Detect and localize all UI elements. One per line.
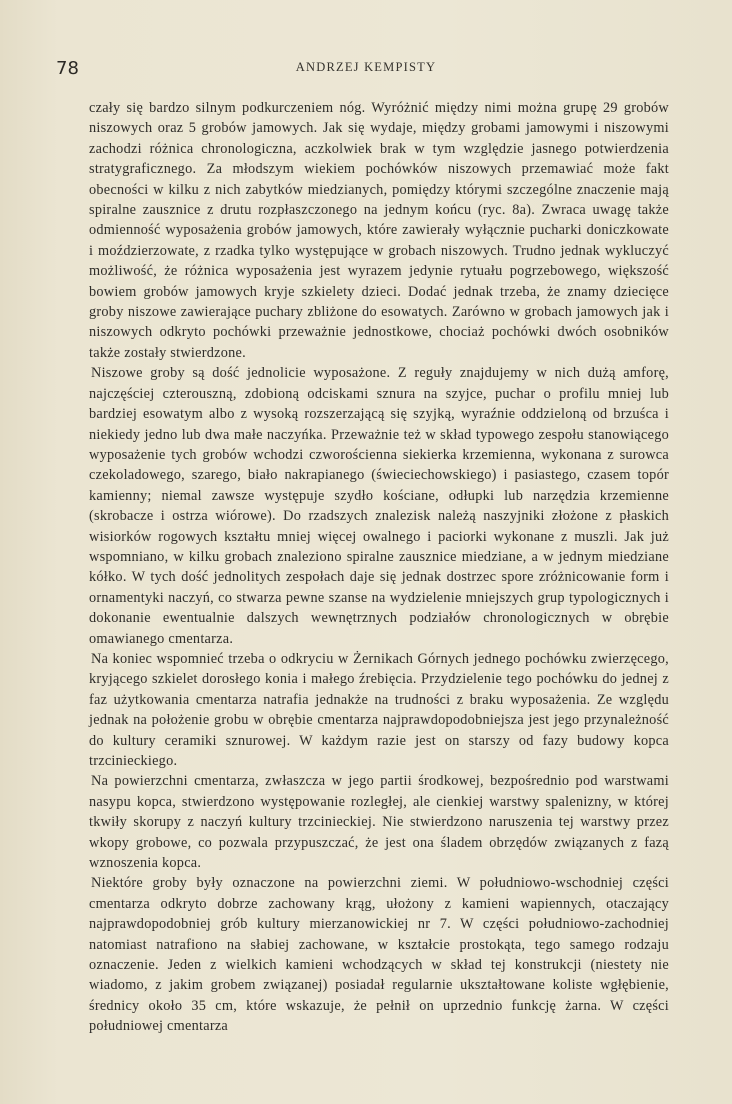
paragraph-2: Niszowe groby są dość jednolicie wyposażone. Z reguły znajdujemy w nich dużą amforę, najczęściej czterouszną, zdobioną odciskami sznura na szyjce, puchar o profilu mniej lub bardziej esowatym albo z wysoką rozszerzającą się szyjką, wyraźnie oddzieloną od brzuśca i niekiedy jedno lub dwa małe naczyńka. Przeważnie też w skład typowego zespołu stanowiącego wyposażenie tych grobów wchodzi czworościenna siekierka krzemienna, wykonana z surowca czekoladowego, szarego, biało nakrapianego (świeciechowskiego) i pasiastego, czasem topór kamienny; niemal zawsze występuje szydło kościane, odłupki lub narzędzia krzemienne (skrobacze i ostrza wiórowe). Do rzadszych znalezisk należą naszyjniki złożone z płaskich wisiorków rogowych kształtu mniej więcej owalnego i paciorki wykonane z muszli. Jak już wspomniano, w kilku grobach znaleziono spiralne zausznice miedziane, a w jednym miedziane kółko. W tych dość jednolitych zespołach daje się jednak dostrzec spore zróżnicowanie form i ornamentyki naczyń, co stwarza pewne szanse na wydzielenie mniejszych grup typologicznych i dokonanie ewentualnie dalszych wewnętrznych podziałów chronologicznych w obrębie omawianego cmentarza. <box>89 365 669 647</box>
paragraph-3: Na koniec wspomnieć trzeba o odkryciu w Żernikach Górnych jednego pochówku zwierzęcego, kryjącego szkielet dorosłego konia i małego źrebięcia. Przydzielenie tego pochówku do jednej z faz użytkowania cmentarza natrafia jednakże na trudności z braku wyposażenia. Ze względu jednak na położenie grobu w obrębie cmentarza najprawdopodobniejsza jest jego przynależność do kultury ceramiki sznurowej. W każdym razie jest on starszy od fazy budowy kopca trzcinieckiego. <box>89 650 669 769</box>
page-number: 78 <box>56 58 79 79</box>
body-text <box>89 98 669 1037</box>
paragraph-1: czały się bardzo silnym podkurczeniem nóg. Wyróżnić między nimi można grupę 29 grobów niszowych oraz 5 grobów jamowych. Jak się wydaje, między grobami jamowymi i niszowymi zachodzi różnica chronologiczna, aczkolwiek brak w tym względzie jasnego potwierdzenia stratygraficznego. Za młodszym wiekiem pochówków niszowych przemawiać może fakt obecności w kilku z nich zabytków miedzianych, pomiędzy którymi szczególne znaczenie mają spiralne zausznice z drutu rozpłaszczonego na jednym końcu (ryc. 8a). Zwraca uwagę także odmienność wyposażenia grobów jamowych, które zawierały wyłącznie pucharki doniczkowate i moździerzowate, z rzadka tylko występujące w grobach niszowych. Trudno jednak wykluczyć możliwość, że różnica wyposażenia jest wyrazem jedynie rytuału pogrzebowego, większość bowiem grobów jamowych kryje szkielety dzieci. Dodać jednak trzeba, że znamy dziecięce groby niszowe zawierające puchary zbliżone do esowatych. Zarówno w grobach jamowych jak i niszowych odkryto pochówki przeważnie jednostkowe, chociaż pochówki dwóch osobników także zostały stwierdzone. <box>89 100 669 361</box>
paragraph-5: Niektóre groby były oznaczone na powierzchni ziemi. W południowo-wschodniej części cmentarza odkryto dobrze zachowany krąg, ułożony z kamieni wapiennych, otaczający najprawdopodobniej grób kultury mierzanowickiej nr 7. W części południowo-zachodniej natomiast natrafiono na słabiej zachowane, w kształcie prostokąta, tego samego rodzaju oznaczenie. Jeden z wielkich kamieni wchodzących w skład tej konstrukcji (niestety nie wiadomo, z jakim grobem związanej) posiadał regularnie ukształtowane koliste wgłębienie, średnicy około 35 cm, które wskazuje, że pełnił on uprzednio funkcję żarna. W części południowej cmentarza <box>89 875 669 1035</box>
page-header <box>56 58 676 82</box>
paragraph-4: Na powierzchni cmentarza, zwłaszcza w jego partii środkowej, bezpośrednio pod warstwami nasypu kopca, stwierdzono występowanie rozległej, ale cienkiej warstwy spalenizny, w której tkwiły skorupy z naczyń kultury trzcinieckiej. Nie stwierdzono naruszenia tej warstwy przez wkopy grobowe, co pozwala przypuszczać, że jest ona śladem obrzędów związanych z fazą wznoszenia kopca. <box>89 773 669 872</box>
running-head: ANDRZEJ KEMPISTY <box>295 60 437 74</box>
